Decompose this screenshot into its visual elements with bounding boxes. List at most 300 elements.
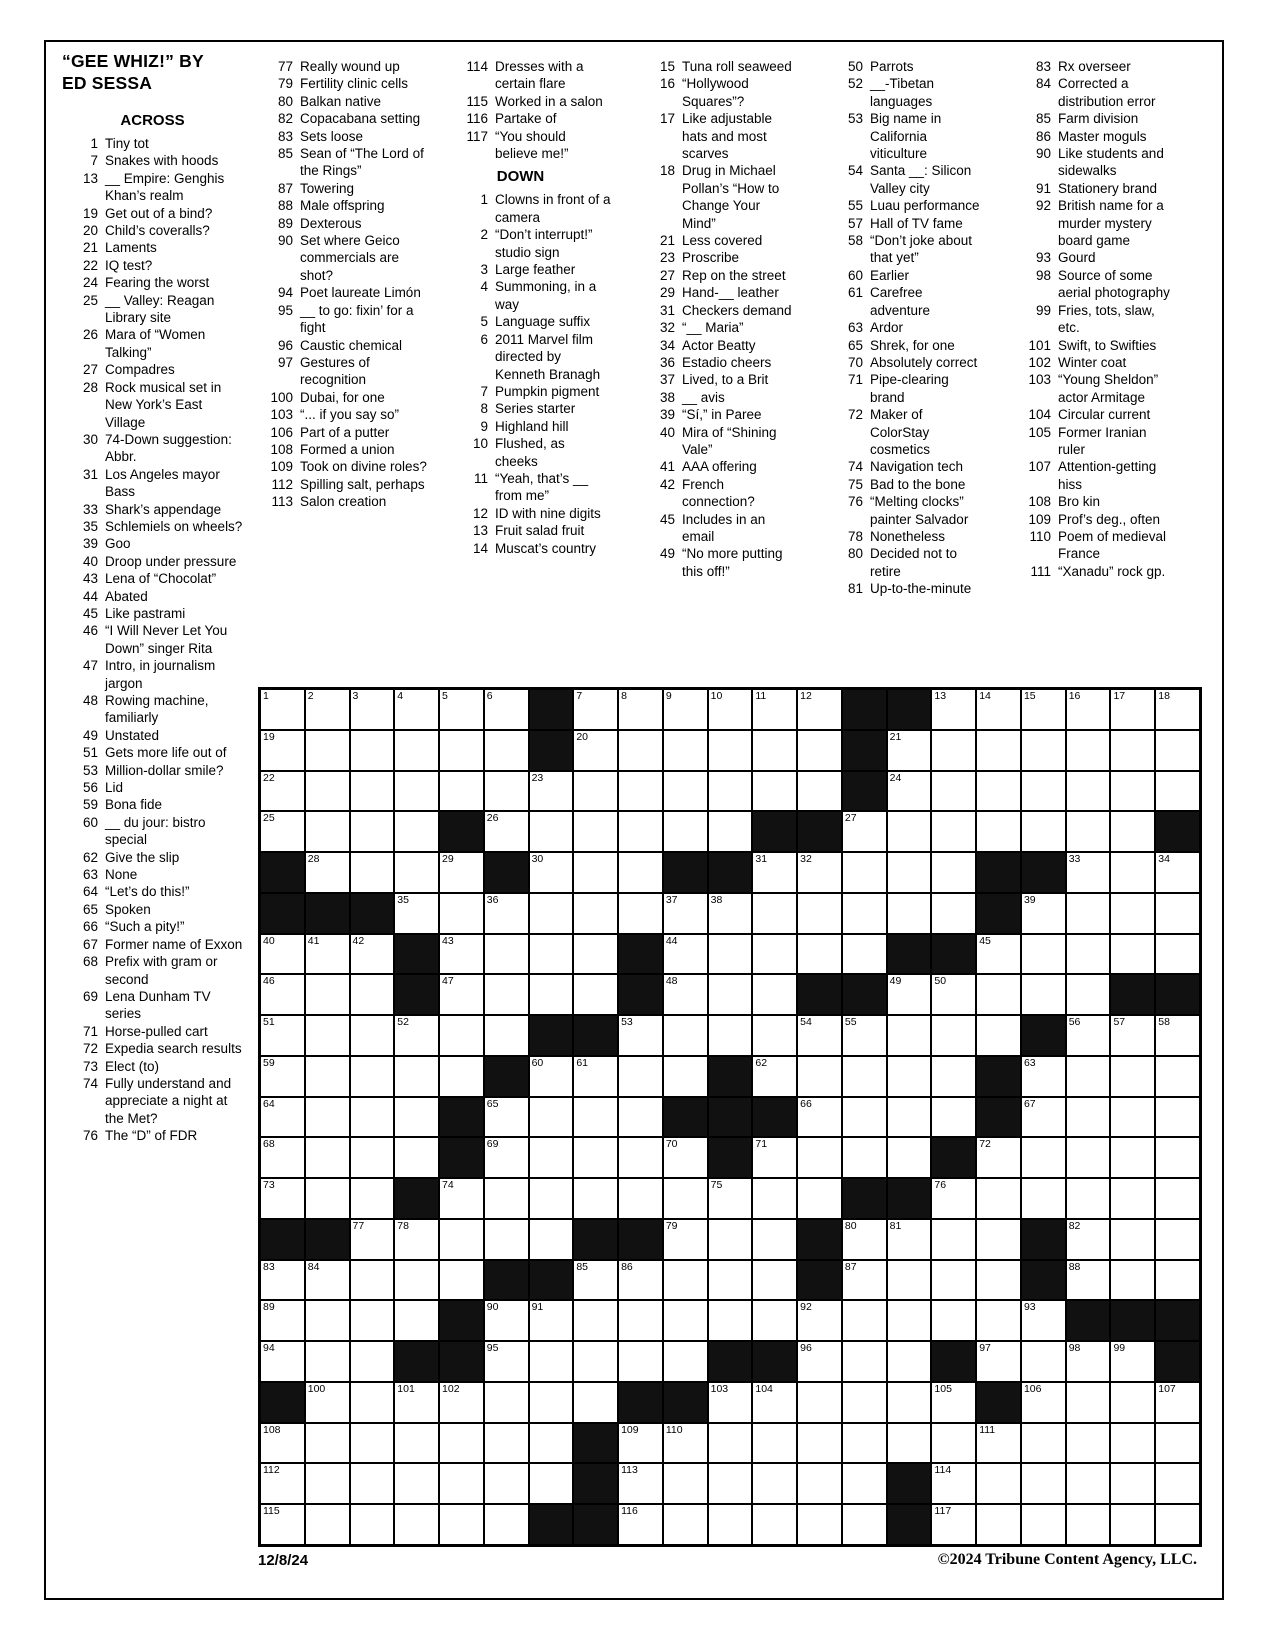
grid-cell[interactable] (931, 1504, 976, 1545)
grid-cell[interactable] (752, 1015, 797, 1056)
grid-cell[interactable] (842, 1097, 887, 1138)
grid-cell[interactable] (484, 1137, 529, 1178)
grid-cell[interactable] (976, 689, 1021, 730)
grid-cell[interactable] (484, 1382, 529, 1423)
grid-cell[interactable] (350, 730, 395, 771)
grid-cell[interactable] (1021, 811, 1066, 852)
grid-cell[interactable] (976, 1504, 1021, 1545)
grid-cell[interactable] (797, 1137, 842, 1178)
grid-cell[interactable] (931, 1260, 976, 1301)
grid-cell[interactable] (350, 934, 395, 975)
grid-cell[interactable] (394, 1015, 439, 1056)
grid-cell[interactable] (439, 1260, 484, 1301)
grid-cell[interactable] (976, 1137, 1021, 1178)
grid-cell[interactable] (1155, 934, 1200, 975)
grid-cell[interactable] (260, 1300, 305, 1341)
grid-cell[interactable] (976, 1341, 1021, 1382)
grid-cell[interactable] (842, 852, 887, 893)
grid-cell[interactable] (573, 1260, 618, 1301)
grid-cell[interactable] (484, 811, 529, 852)
grid-cell[interactable] (484, 1341, 529, 1382)
grid-cell[interactable] (305, 1382, 350, 1423)
grid-cell[interactable] (439, 1219, 484, 1260)
grid-cell[interactable] (529, 771, 574, 812)
grid-cell[interactable] (752, 1219, 797, 1260)
grid-cell[interactable] (931, 1300, 976, 1341)
grid-cell[interactable] (931, 1056, 976, 1097)
grid-cell[interactable] (260, 934, 305, 975)
grid-cell[interactable] (797, 1097, 842, 1138)
grid-cell[interactable] (305, 1056, 350, 1097)
grid-cell[interactable] (529, 1382, 574, 1423)
grid-cell[interactable] (887, 893, 932, 934)
grid-cell[interactable] (663, 771, 708, 812)
grid-cell[interactable] (887, 1097, 932, 1138)
grid-cell[interactable] (305, 852, 350, 893)
grid-cell[interactable] (260, 1463, 305, 1504)
grid-cell[interactable] (305, 689, 350, 730)
grid-cell[interactable] (1110, 1260, 1155, 1301)
grid-cell[interactable] (842, 893, 887, 934)
grid-cell[interactable] (350, 974, 395, 1015)
grid-cell[interactable] (1021, 1056, 1066, 1097)
grid-cell[interactable] (1155, 1463, 1200, 1504)
grid-cell[interactable] (618, 771, 663, 812)
grid-cell[interactable] (976, 1219, 1021, 1260)
grid-cell[interactable] (797, 852, 842, 893)
grid-cell[interactable] (573, 934, 618, 975)
grid-cell[interactable] (663, 811, 708, 852)
grid-cell[interactable] (439, 934, 484, 975)
grid-cell[interactable] (529, 1097, 574, 1138)
grid-cell[interactable] (931, 730, 976, 771)
grid-cell[interactable] (1155, 1056, 1200, 1097)
grid-cell[interactable] (1021, 934, 1066, 975)
grid-cell[interactable] (573, 1178, 618, 1219)
grid-cell[interactable] (797, 1504, 842, 1545)
grid-cell[interactable] (350, 852, 395, 893)
grid-cell[interactable] (797, 1015, 842, 1056)
grid-cell[interactable] (484, 934, 529, 975)
grid-cell[interactable] (887, 1382, 932, 1423)
grid-cell[interactable] (887, 1015, 932, 1056)
grid-cell[interactable] (439, 974, 484, 1015)
grid-cell[interactable] (573, 730, 618, 771)
grid-cell[interactable] (1155, 1015, 1200, 1056)
grid-cell[interactable] (797, 934, 842, 975)
grid-cell[interactable] (797, 1178, 842, 1219)
grid-cell[interactable] (573, 1341, 618, 1382)
grid-cell[interactable] (1110, 852, 1155, 893)
grid-cell[interactable] (1155, 852, 1200, 893)
grid-cell[interactable] (618, 1260, 663, 1301)
grid-cell[interactable] (260, 974, 305, 1015)
grid-cell[interactable] (931, 1219, 976, 1260)
grid-cell[interactable] (1110, 1504, 1155, 1545)
grid-cell[interactable] (1066, 1423, 1111, 1464)
grid-cell[interactable] (842, 1015, 887, 1056)
grid-cell[interactable] (260, 1137, 305, 1178)
grid-cell[interactable] (484, 1300, 529, 1341)
grid-cell[interactable] (708, 1260, 753, 1301)
grid-cell[interactable] (752, 1137, 797, 1178)
grid-cell[interactable] (1066, 1382, 1111, 1423)
grid-cell[interactable] (887, 1423, 932, 1464)
grid-cell[interactable] (1066, 1219, 1111, 1260)
grid-cell[interactable] (1066, 934, 1111, 975)
grid-cell[interactable] (797, 1300, 842, 1341)
grid-cell[interactable] (439, 1504, 484, 1545)
grid-cell[interactable] (1110, 730, 1155, 771)
grid-cell[interactable] (260, 689, 305, 730)
grid-cell[interactable] (350, 1219, 395, 1260)
grid-cell[interactable] (1021, 771, 1066, 812)
grid-cell[interactable] (708, 1423, 753, 1464)
grid-cell[interactable] (708, 974, 753, 1015)
grid-cell[interactable] (573, 811, 618, 852)
grid-cell[interactable] (887, 771, 932, 812)
grid-cell[interactable] (1110, 771, 1155, 812)
grid-cell[interactable] (1110, 1423, 1155, 1464)
grid-cell[interactable] (1066, 689, 1111, 730)
grid-cell[interactable] (708, 893, 753, 934)
grid-cell[interactable] (752, 934, 797, 975)
grid-cell[interactable] (394, 730, 439, 771)
grid-cell[interactable] (663, 974, 708, 1015)
grid-cell[interactable] (305, 1097, 350, 1138)
grid-cell[interactable] (1155, 1137, 1200, 1178)
grid-cell[interactable] (752, 771, 797, 812)
grid-cell[interactable] (1066, 1504, 1111, 1545)
grid-cell[interactable] (573, 893, 618, 934)
grid-cell[interactable] (708, 1015, 753, 1056)
grid-cell[interactable] (529, 1137, 574, 1178)
grid-cell[interactable] (797, 689, 842, 730)
grid-cell[interactable] (931, 974, 976, 1015)
grid-cell[interactable] (260, 771, 305, 812)
grid-cell[interactable] (484, 771, 529, 812)
grid-cell[interactable] (618, 1300, 663, 1341)
grid-cell[interactable] (529, 1300, 574, 1341)
grid-cell[interactable] (573, 689, 618, 730)
grid-cell[interactable] (663, 1056, 708, 1097)
grid-cell[interactable] (439, 1463, 484, 1504)
grid-cell[interactable] (394, 1300, 439, 1341)
grid-cell[interactable] (842, 1382, 887, 1423)
grid-cell[interactable] (1066, 730, 1111, 771)
grid-cell[interactable] (529, 852, 574, 893)
grid-cell[interactable] (752, 1300, 797, 1341)
grid-cell[interactable] (618, 1015, 663, 1056)
grid-cell[interactable] (439, 689, 484, 730)
grid-cell[interactable] (260, 1423, 305, 1464)
grid-cell[interactable] (1110, 1056, 1155, 1097)
grid-cell[interactable] (931, 1423, 976, 1464)
grid-cell[interactable] (1021, 1504, 1066, 1545)
grid-cell[interactable] (931, 1178, 976, 1219)
grid-cell[interactable] (797, 1341, 842, 1382)
grid-cell[interactable] (350, 771, 395, 812)
grid-cell[interactable] (529, 1423, 574, 1464)
grid-cell[interactable] (752, 1056, 797, 1097)
grid-cell[interactable] (350, 1463, 395, 1504)
grid-cell[interactable] (618, 811, 663, 852)
grid-cell[interactable] (1066, 893, 1111, 934)
grid-cell[interactable] (484, 1463, 529, 1504)
grid-cell[interactable] (752, 1178, 797, 1219)
grid-cell[interactable] (618, 1341, 663, 1382)
grid-cell[interactable] (439, 852, 484, 893)
grid-cell[interactable] (260, 730, 305, 771)
grid-cell[interactable] (394, 1463, 439, 1504)
grid-cell[interactable] (976, 1260, 1021, 1301)
grid-cell[interactable] (708, 1300, 753, 1341)
grid-cell[interactable] (976, 934, 1021, 975)
grid-cell[interactable] (439, 893, 484, 934)
grid-cell[interactable] (1110, 1463, 1155, 1504)
grid-cell[interactable] (529, 1341, 574, 1382)
grid-cell[interactable] (752, 689, 797, 730)
grid-cell[interactable] (573, 771, 618, 812)
grid-cell[interactable] (484, 730, 529, 771)
grid-cell[interactable] (350, 1260, 395, 1301)
grid-cell[interactable] (394, 771, 439, 812)
grid-cell[interactable] (1155, 1423, 1200, 1464)
grid-cell[interactable] (484, 1178, 529, 1219)
grid-cell[interactable] (887, 1300, 932, 1341)
grid-cell[interactable] (842, 1463, 887, 1504)
grid-cell[interactable] (1066, 1341, 1111, 1382)
grid-cell[interactable] (1110, 893, 1155, 934)
grid-cell[interactable] (797, 893, 842, 934)
grid-cell[interactable] (1021, 974, 1066, 1015)
grid-cell[interactable] (305, 1504, 350, 1545)
grid-cell[interactable] (305, 1137, 350, 1178)
grid-cell[interactable] (752, 1423, 797, 1464)
grid-cell[interactable] (752, 1463, 797, 1504)
grid-cell[interactable] (663, 1260, 708, 1301)
grid-cell[interactable] (573, 852, 618, 893)
grid-cell[interactable] (887, 730, 932, 771)
grid-cell[interactable] (887, 1137, 932, 1178)
grid-cell[interactable] (350, 1504, 395, 1545)
grid-cell[interactable] (976, 1178, 1021, 1219)
grid-cell[interactable] (976, 1300, 1021, 1341)
grid-cell[interactable] (1110, 1219, 1155, 1260)
grid-cell[interactable] (931, 1382, 976, 1423)
grid-cell[interactable] (887, 974, 932, 1015)
grid-cell[interactable] (1155, 1178, 1200, 1219)
grid-cell[interactable] (529, 934, 574, 975)
grid-cell[interactable] (618, 730, 663, 771)
grid-cell[interactable] (350, 1097, 395, 1138)
grid-cell[interactable] (752, 852, 797, 893)
grid-cell[interactable] (976, 1463, 1021, 1504)
grid-cell[interactable] (887, 1260, 932, 1301)
grid-cell[interactable] (708, 934, 753, 975)
grid-cell[interactable] (439, 1015, 484, 1056)
grid-cell[interactable] (931, 771, 976, 812)
grid-cell[interactable] (752, 1382, 797, 1423)
grid-cell[interactable] (573, 1056, 618, 1097)
grid-cell[interactable] (305, 1015, 350, 1056)
grid-cell[interactable] (1066, 811, 1111, 852)
grid-cell[interactable] (260, 1178, 305, 1219)
grid-cell[interactable] (976, 730, 1021, 771)
grid-cell[interactable] (529, 1463, 574, 1504)
grid-cell[interactable] (394, 1097, 439, 1138)
grid-cell[interactable] (618, 1137, 663, 1178)
grid-cell[interactable] (1110, 811, 1155, 852)
grid-cell[interactable] (842, 1341, 887, 1382)
grid-cell[interactable] (260, 1056, 305, 1097)
grid-cell[interactable] (305, 1463, 350, 1504)
grid-cell[interactable] (976, 811, 1021, 852)
grid-cell[interactable] (1155, 893, 1200, 934)
grid-cell[interactable] (394, 852, 439, 893)
grid-cell[interactable] (394, 689, 439, 730)
grid-cell[interactable] (305, 771, 350, 812)
grid-cell[interactable] (931, 811, 976, 852)
grid-cell[interactable] (305, 1300, 350, 1341)
grid-cell[interactable] (573, 1300, 618, 1341)
grid-cell[interactable] (529, 974, 574, 1015)
grid-cell[interactable] (350, 1382, 395, 1423)
grid-cell[interactable] (618, 1056, 663, 1097)
grid-cell[interactable] (663, 1219, 708, 1260)
grid-cell[interactable] (976, 974, 1021, 1015)
grid-cell[interactable] (1155, 1260, 1200, 1301)
grid-cell[interactable] (1021, 1423, 1066, 1464)
grid-cell[interactable] (1021, 1097, 1066, 1138)
grid-cell[interactable] (663, 934, 708, 975)
grid-cell[interactable] (573, 1097, 618, 1138)
grid-cell[interactable] (708, 1178, 753, 1219)
grid-cell[interactable] (752, 974, 797, 1015)
grid-cell[interactable] (1155, 771, 1200, 812)
grid-cell[interactable] (842, 1137, 887, 1178)
grid-cell[interactable] (1021, 1300, 1066, 1341)
grid-cell[interactable] (887, 811, 932, 852)
grid-cell[interactable] (350, 1341, 395, 1382)
grid-cell[interactable] (663, 1300, 708, 1341)
grid-cell[interactable] (663, 730, 708, 771)
grid-cell[interactable] (305, 974, 350, 1015)
grid-cell[interactable] (394, 1137, 439, 1178)
grid-cell[interactable] (529, 893, 574, 934)
grid-cell[interactable] (618, 852, 663, 893)
grid-cell[interactable] (1066, 1178, 1111, 1219)
grid-cell[interactable] (305, 1260, 350, 1301)
grid-cell[interactable] (752, 1260, 797, 1301)
grid-cell[interactable] (663, 1504, 708, 1545)
grid-cell[interactable] (484, 974, 529, 1015)
grid-cell[interactable] (887, 1341, 932, 1382)
grid-cell[interactable] (305, 934, 350, 975)
grid-cell[interactable] (1110, 1015, 1155, 1056)
grid-cell[interactable] (1021, 1382, 1066, 1423)
grid-cell[interactable] (439, 1423, 484, 1464)
grid-cell[interactable] (260, 1015, 305, 1056)
grid-cell[interactable] (618, 1504, 663, 1545)
grid-cell[interactable] (1021, 730, 1066, 771)
grid-cell[interactable] (394, 1382, 439, 1423)
grid-cell[interactable] (484, 1015, 529, 1056)
grid-cell[interactable] (618, 1463, 663, 1504)
grid-cell[interactable] (573, 1137, 618, 1178)
grid-cell[interactable] (394, 811, 439, 852)
grid-cell[interactable] (931, 1015, 976, 1056)
grid-cell[interactable] (394, 1423, 439, 1464)
grid-cell[interactable] (484, 689, 529, 730)
grid-cell[interactable] (1110, 1137, 1155, 1178)
grid-cell[interactable] (484, 1504, 529, 1545)
grid-cell[interactable] (1021, 1137, 1066, 1178)
grid-cell[interactable] (350, 1015, 395, 1056)
grid-cell[interactable] (1110, 689, 1155, 730)
grid-cell[interactable] (797, 771, 842, 812)
grid-cell[interactable] (663, 1015, 708, 1056)
grid-cell[interactable] (1155, 689, 1200, 730)
grid-cell[interactable] (797, 1382, 842, 1423)
grid-cell[interactable] (842, 1300, 887, 1341)
grid-cell[interactable] (260, 1260, 305, 1301)
grid-cell[interactable] (752, 893, 797, 934)
grid-cell[interactable] (931, 852, 976, 893)
grid-cell[interactable] (305, 1423, 350, 1464)
grid-cell[interactable] (484, 1097, 529, 1138)
grid-cell[interactable] (439, 771, 484, 812)
grid-cell[interactable] (529, 1056, 574, 1097)
grid-cell[interactable] (976, 1423, 1021, 1464)
grid-cell[interactable] (1155, 730, 1200, 771)
grid-cell[interactable] (529, 811, 574, 852)
grid-cell[interactable] (842, 934, 887, 975)
grid-cell[interactable] (394, 1504, 439, 1545)
grid-cell[interactable] (663, 893, 708, 934)
grid-cell[interactable] (708, 689, 753, 730)
grid-cell[interactable] (260, 811, 305, 852)
grid-cell[interactable] (529, 1219, 574, 1260)
grid-cell[interactable] (842, 1260, 887, 1301)
grid-cell[interactable] (439, 730, 484, 771)
grid-cell[interactable] (484, 1219, 529, 1260)
grid-cell[interactable] (573, 1382, 618, 1423)
grid-cell[interactable] (350, 1300, 395, 1341)
grid-cell[interactable] (439, 1056, 484, 1097)
grid-cell[interactable] (931, 1097, 976, 1138)
grid-cell[interactable] (1066, 1137, 1111, 1178)
grid-cell[interactable] (260, 1097, 305, 1138)
grid-cell[interactable] (887, 1219, 932, 1260)
grid-cell[interactable] (350, 811, 395, 852)
grid-cell[interactable] (708, 730, 753, 771)
grid-cell[interactable] (1155, 1382, 1200, 1423)
grid-cell[interactable] (1110, 1341, 1155, 1382)
grid-cell[interactable] (1110, 1097, 1155, 1138)
grid-cell[interactable] (1110, 934, 1155, 975)
grid-cell[interactable] (350, 1178, 395, 1219)
grid-cell[interactable] (394, 893, 439, 934)
grid-cell[interactable] (1155, 1219, 1200, 1260)
grid-cell[interactable] (1066, 771, 1111, 812)
grid-cell[interactable] (350, 689, 395, 730)
grid-cell[interactable] (305, 811, 350, 852)
grid-cell[interactable] (305, 1178, 350, 1219)
grid-cell[interactable] (752, 1504, 797, 1545)
grid-cell[interactable] (305, 1341, 350, 1382)
grid-cell[interactable] (797, 1056, 842, 1097)
